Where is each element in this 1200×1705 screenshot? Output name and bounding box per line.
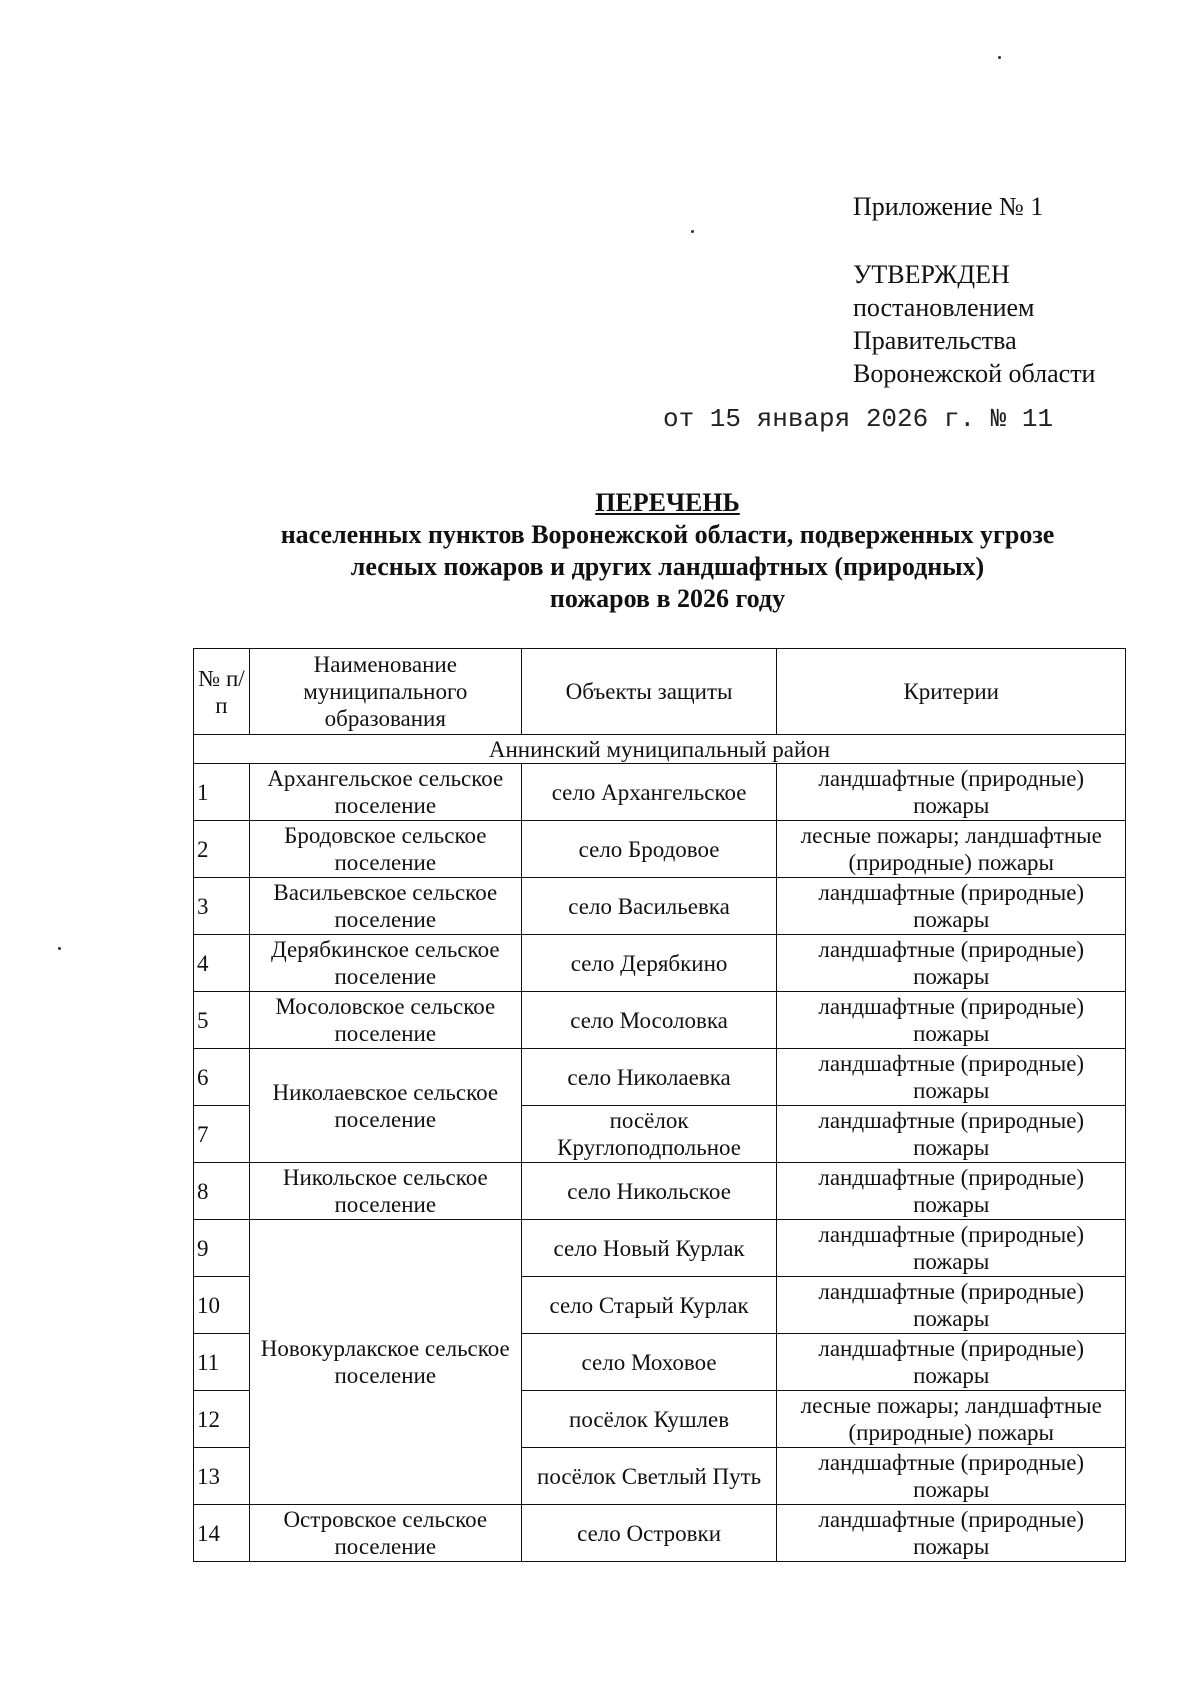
table-header-row [194,649,1126,735]
object-cell: село Никольское [521,1163,777,1220]
object-cell: село Дерябкино [521,935,777,992]
table-row [194,764,1126,821]
municipality-cell: Васильевское сельское поселение [249,878,521,935]
object-cell: село Николаевка [521,1049,777,1106]
criteria-cell: ландшафтные (природные) пожары [777,935,1126,992]
table-row [194,935,1126,992]
row-num: 12 [194,1391,250,1448]
district-name: Аннинский муниципальный район [194,735,1126,764]
municipality-cell: Новокурлакское сельское поселение [249,1220,521,1505]
criteria-cell: ландшафтные (природные) пожары [777,1106,1126,1163]
object-cell: село Бродовое [521,821,777,878]
row-num: 8 [194,1163,250,1220]
table-row [194,821,1126,878]
row-num: 4 [194,935,250,992]
municipality-cell: Дерябкинское сельское поселение [249,935,521,992]
header-criteria: Критерии [777,649,1126,735]
criteria-cell: ландшафтные (природные) пожары [777,992,1126,1049]
appendix-label: Приложение № 1 [853,192,1044,221]
title-subtitle-line: населенных пунктов Воронежской области, подверженных угрозе [280,520,1055,549]
criteria-cell: ландшафтные (природные) пожары [777,1277,1126,1334]
municipality-cell: Архангельское сельское поселение [249,764,521,821]
criteria-cell: ландшафтные (природные) пожары [777,1505,1126,1562]
table-row [194,1163,1126,1220]
approval-line: постановлением [853,293,1035,322]
object-cell: село Старый Курлак [521,1277,777,1334]
object-cell: село Моховое [521,1334,777,1391]
header-num: № п/п [194,649,250,735]
criteria-cell: ландшафтные (природные) пожары [777,1448,1126,1505]
row-num: 9 [194,1220,250,1277]
approval-block [853,258,1095,390]
scan-speck [998,56,1001,59]
row-num: 14 [194,1505,250,1562]
criteria-cell: ландшафтные (природные) пожары [777,1163,1126,1220]
criteria-cell: ландшафтные (природные) пожары [777,1334,1126,1391]
row-num: 13 [194,1448,250,1505]
district-row [194,735,1126,764]
header-municipality: Наименование муниципального образования [249,649,521,735]
object-cell: село Архангельское [521,764,777,821]
municipality-cell: Николаевское сельское поселение [249,1049,521,1163]
criteria-cell: ландшафтные (природные) пожары [777,878,1126,935]
criteria-cell: ландшафтные (природные) пожары [777,1049,1126,1106]
municipality-cell: Островское сельское поселение [249,1505,521,1562]
table-row [194,992,1126,1049]
table-row [194,1220,1126,1277]
object-cell: посёлок Круглоподпольное [521,1106,777,1163]
title-main: ПЕРЕЧЕНЬ [595,488,740,517]
criteria-cell: ландшафтные (природные) пожары [777,764,1126,821]
object-cell: село Васильевка [521,878,777,935]
title-subtitle-line: пожаров в 2026 году [549,584,786,613]
row-num: 1 [194,764,250,821]
criteria-cell: лесные пожары; ландшафтные (природные) пожары [777,821,1126,878]
approval-line: УТВЕРЖДЕН [853,260,1010,289]
row-num: 5 [194,992,250,1049]
table-row [194,1049,1126,1106]
object-cell: посёлок Кушлев [521,1391,777,1448]
municipality-cell: Мосоловское сельское поселение [249,992,521,1049]
object-cell: село Новый Курлак [521,1220,777,1277]
decree-date-stamp: от 15 января 2026 г. № 11 [663,404,1054,434]
scan-speck [691,230,694,233]
table-row [194,878,1126,935]
row-num: 10 [194,1277,250,1334]
row-num: 3 [194,878,250,935]
object-cell: село Мосоловка [521,992,777,1049]
header-objects: Объекты защиты [521,649,777,735]
criteria-cell: лесные пожары; ландшафтные (природные) пожары [777,1391,1126,1448]
approval-line: Правительства [853,326,1017,355]
row-num: 2 [194,821,250,878]
object-cell: село Островки [521,1505,777,1562]
table-row [194,1505,1126,1562]
criteria-cell: ландшафтные (природные) пожары [777,1220,1126,1277]
approval-line: Воронежской области [853,359,1096,388]
row-num: 7 [194,1106,250,1163]
object-cell: посёлок Светлый Путь [521,1448,777,1505]
municipality-cell: Бродовское сельское поселение [249,821,521,878]
title-subtitle-line: лесных пожаров и других ландшафтных (природных) [350,552,985,581]
municipality-cell: Никольское сельское поселение [249,1163,521,1220]
row-num: 11 [194,1334,250,1391]
document-title [200,487,1135,615]
settlements-table [193,648,1126,1562]
scan-speck [58,947,61,950]
row-num: 6 [194,1049,250,1106]
